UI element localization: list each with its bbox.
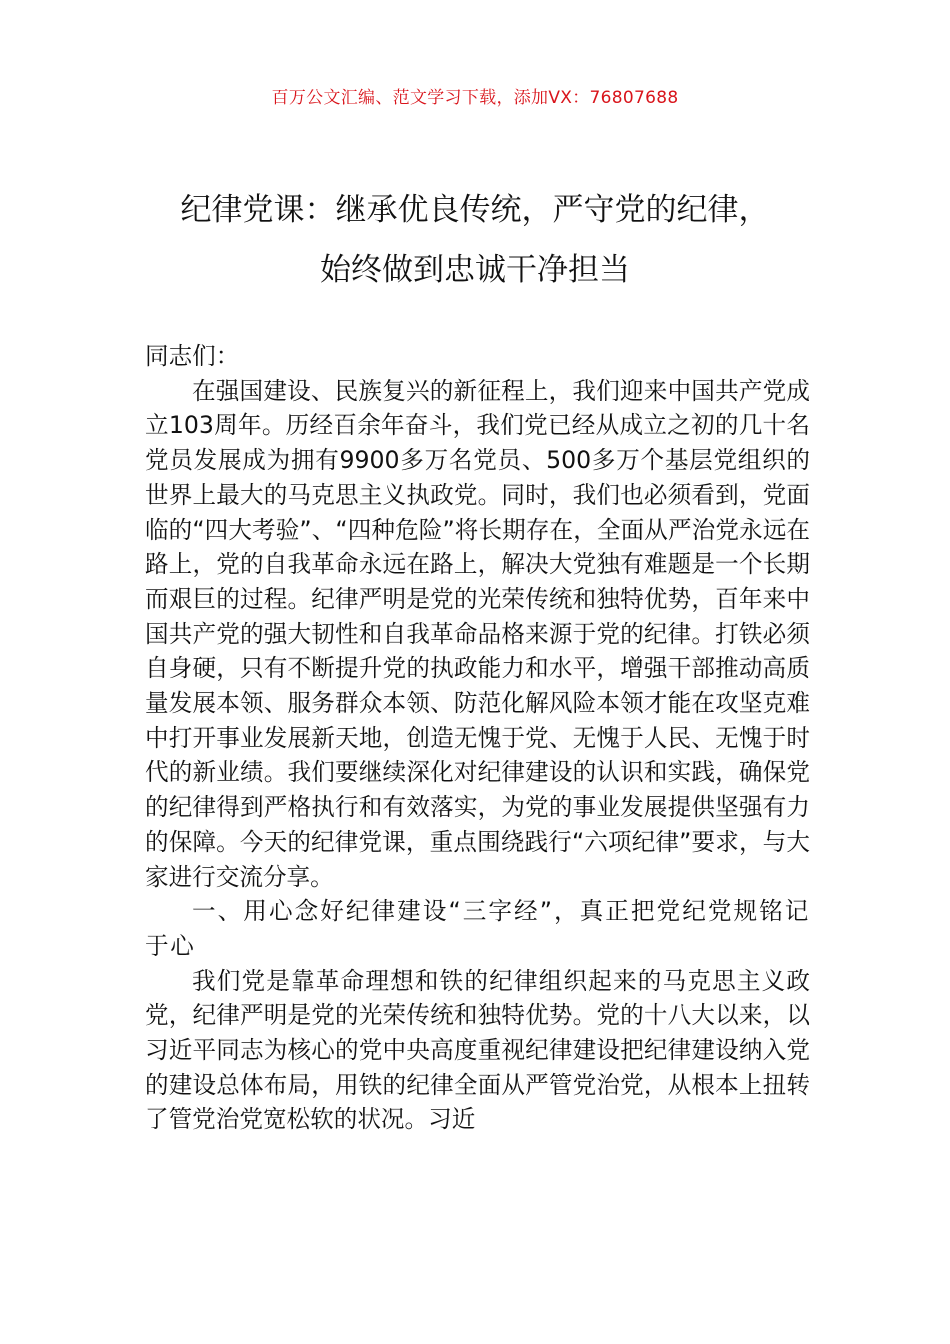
header-watermark-note: 百万公文汇编、范文学习下载，添加VX：76807688 xyxy=(271,88,679,108)
title-line-2: 始终做到忠诚干净担当 xyxy=(320,252,630,288)
document-title xyxy=(100,180,850,300)
salutation: 同志们： xyxy=(145,342,240,370)
document-body xyxy=(145,339,810,1137)
paragraph-intro: 在强国建设、民族复兴的新征程上，我们迎来中国共产党成立103周年。历经百余年奋斗，我们党已经从成立之初的几十名党员发展成为拥有9900多万名党员、500多万个基层党组织的世界上最大的马克思主义执政党。同时，我们也必须看到，党面临的“四大考验”、“四种危险”将长期存在，全面从严治党永远在路上，党的自我革命永远在路上，解决大党独有难题是一个长期而艰巨的过程。纪律严明是党的光荣传统和独特优势，百年来中国共产党的强大韧性和自我革命品格来源于党的纪律。打铁必须自身硬，只有不断提升党的执政能力和水平，增强干部推动高质量发展本领、服务群众本领、防范化解风险本领才能在攻坚克难中打开事业发展新天地，创造无愧于党、无愧于人民、无愧于时代的新业绩。我们要继续深化对纪律建设的认识和实践，确保党的纪律得到严格执行和有效落实，为党的事业发展提供坚强有力的保障。今天的纪律党课，重点围绕践行“六项纪律”要求，与大家进行交流分享。 xyxy=(145,376,810,891)
section-heading-1: 一、用心念好纪律建设“三字经”，真正把党纪党规铭记于心 xyxy=(145,897,810,960)
title-line-1: 纪律党课：继承优良传统，严守党的纪律， xyxy=(180,192,770,228)
paragraph-section-1: 我们党是靠革命理想和铁的纪律组织起来的马克思主义政党，纪律严明是党的光荣传统和独特优势。党的十八大以来，以习近平同志为核心的党中央高度重视纪律建设把纪律建设纳入党的建设总体布局，用铁的纪律全面从严管党治党，从根本上扭转了管党治党宽松软的状况。习近 xyxy=(145,966,810,1134)
